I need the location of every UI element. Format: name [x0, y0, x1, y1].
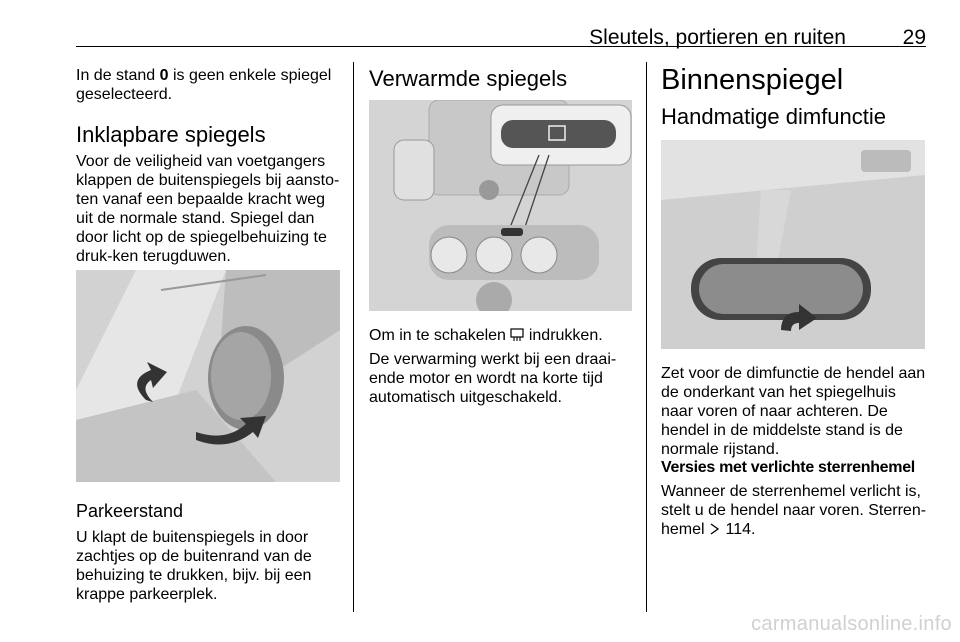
- heading-parking-position: Parkeerstand: [76, 501, 184, 521]
- heading-manual-dimming: Handmatige dimfunctie: [661, 104, 887, 129]
- watermark: carmanualsonline.info: [751, 613, 952, 635]
- intro-paragraph: In de stand 0 is geen enkele spiegel geselecteerd.: [76, 67, 332, 103]
- heated-mirror-paragraph: De verwarming werkt bij een draai-ende motor en wordt na korte tijd automatisch uitgeschakeld.: [369, 351, 617, 406]
- folding-mirrors-paragraph: Voor de veiligheid van voetgangers klappen de buitenspiegels bij aansto-ten vanaf een bepaalde kracht weg uit de normale stand. Spiegel dan door licht op de spiegelbehuizing te druk-ken terugduwen.: [76, 153, 340, 265]
- heated-mirror-instruction: Om in te schakelen indrukken.: [369, 327, 603, 344]
- page-reference-link[interactable]: 114: [725, 521, 751, 538]
- page-number: 29: [902, 26, 926, 49]
- starry-sky-paragraph: Wanneer de sterrenhemel verlicht is, stelt u de hendel naar voren. Sterren-hemel 114.: [661, 483, 927, 538]
- folding-mirror-illustration: [76, 270, 340, 482]
- column-divider: [353, 62, 354, 612]
- heading-heated-mirrors: Verwarmde spiegels: [369, 66, 568, 91]
- heated-mirror-illustration: [369, 100, 632, 311]
- column-divider: [646, 62, 647, 612]
- header-title: Sleutels, portieren en ruiten: [589, 26, 846, 49]
- interior-mirror-illustration: [661, 140, 925, 349]
- manual-dimming-paragraph: Zet voor de dimfunctie de hendel aan de onderkant van het spiegelhuis naar voren of naar achteren. De hendel in de middelste stand is de normale rijstand.: [661, 365, 926, 458]
- parking-position-paragraph: U klapt de buitenspiegels in door zachtjes op de buitenrand van de behuizing te drukken, bijv. bij een krappe parkeerplek.: [76, 529, 312, 603]
- heated-mirror-icon: [510, 328, 524, 342]
- heading-starry-sky: Versies met verlichte sterrenhemel: [661, 459, 915, 476]
- page-header: [76, 18, 926, 47]
- heading-interior-mirror: Binnenspiegel: [661, 64, 844, 96]
- page-reference-icon: [709, 522, 721, 536]
- heading-folding-mirrors: Inklapbare spiegels: [76, 122, 266, 147]
